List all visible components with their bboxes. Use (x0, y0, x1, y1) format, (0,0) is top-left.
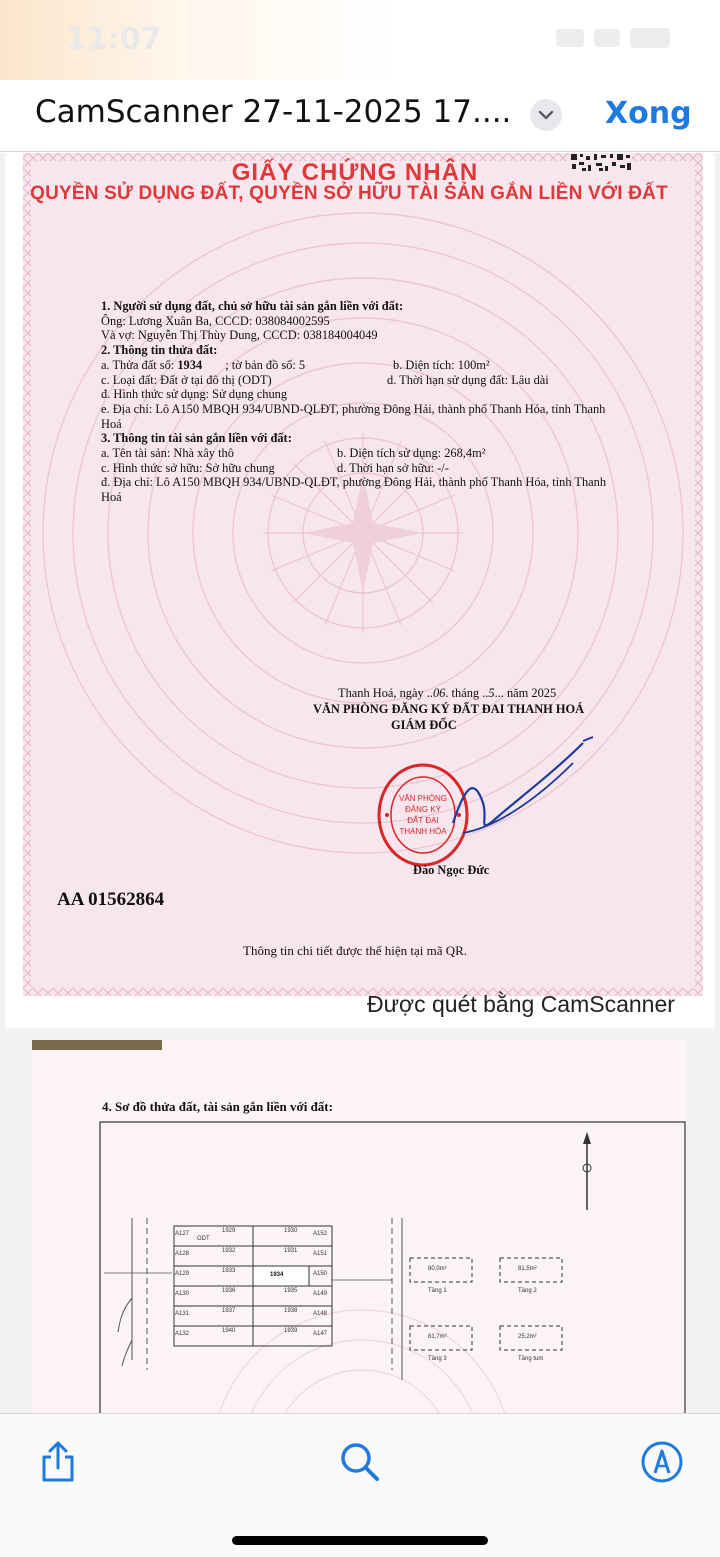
floor-area-4: 25,2m² (518, 1334, 537, 1340)
parcel-number: 1939 (284, 1328, 298, 1334)
parcel-address-line2: Hoá (101, 416, 122, 431)
certificate-title: GIẤY CHỨNG NHẬN (231, 159, 479, 186)
certificate-subtitle: QUYỀN SỬ DỤNG ĐẤT, QUYỀN SỞ HỮU TÀI SẢN GẮN LIỀN VỚI ĐẤT (30, 183, 668, 204)
share-button[interactable] (36, 1440, 80, 1484)
date-day: 06 (432, 686, 446, 700)
parcel-number: 1937 (222, 1308, 236, 1314)
document-viewer[interactable] (0, 153, 720, 1413)
lot-label-a132: A132 (175, 1331, 190, 1337)
page-1 (5, 153, 715, 1028)
issuing-office: VĂN PHÒNG ĐĂNG KÝ ĐẤT ĐAI THANH HOÁ (313, 702, 585, 716)
lot-label-a150: A150 (313, 1271, 328, 1277)
stamp-line-3: ĐẤT ĐAI (407, 816, 439, 825)
map-sheet: ; tờ bản đồ số: 5 (225, 357, 306, 372)
parcel-diagram-background (32, 1040, 687, 1413)
parcel-row (101, 358, 681, 373)
owner-2: Và vợ: Nguyễn Thị Thùy Dung, CCCD: 038184004049 (101, 328, 378, 343)
floor-label-2: Tầng 2 (518, 1288, 537, 1294)
parcel-number: 1930 (284, 1228, 298, 1234)
land-code: ODT (197, 1236, 210, 1242)
certificate-page (23, 153, 703, 996)
asset-name: a. Tên tài sản: Nhà xây thô (101, 446, 234, 461)
signature (433, 733, 593, 853)
parcel-number: 1931 (284, 1248, 298, 1254)
asset-address-line2: Hoá (101, 490, 122, 505)
stamp-line-4: THANH HÓA (399, 827, 447, 836)
title-menu-button[interactable] (530, 99, 562, 131)
share-icon (36, 1440, 80, 1484)
floor-label-4: Tầng tum (518, 1356, 544, 1362)
parcel-diagram-heading: 4. Sơ đồ thửa đất, tài sản gắn liền với đất: (102, 1099, 333, 1114)
lot-label-a128: A128 (175, 1251, 190, 1257)
date-month: 5 (488, 686, 495, 700)
chevron-down-icon (538, 109, 554, 121)
asset-row (101, 446, 681, 461)
qr-code (570, 153, 632, 173)
section3-heading: 3. Thông tin tài sản gắn liền với đất: (101, 431, 292, 446)
ownership-row (101, 461, 681, 476)
date-prefix: Thanh Hoá, ngày .. (338, 686, 433, 700)
asset-address-line1: đ. Địa chỉ: Lô A150 MBQH 934/UBND-QLĐT, phường Đông Hải, thành phố Thanh Hóa, tỉnh Thanh (101, 475, 607, 490)
lot-label-a152: A152 (313, 1231, 328, 1237)
certificate-background (23, 153, 703, 996)
search-button[interactable] (338, 1440, 382, 1484)
parcel-no-label: a. Thửa đất số: (101, 357, 175, 372)
home-indicator[interactable] (232, 1536, 488, 1545)
ownership-term: d. Thời hạn sở hữu: -/- (337, 460, 449, 475)
qr-note: Thông tin chi tiết được thể hiện tại mã QR. (243, 943, 468, 958)
floor-area-1: 80,0m² (428, 1266, 447, 1272)
nav-bar (0, 80, 720, 152)
floor-area-3: 81,7m² (428, 1334, 447, 1340)
date-mid: . tháng .. (445, 686, 489, 700)
parcel-number: 1932 (222, 1248, 236, 1254)
floor-label-3: Tầng 3 (428, 1356, 447, 1362)
parcel-number: 1929 (222, 1228, 236, 1234)
bottom-toolbar (0, 1413, 720, 1557)
certificate-body (101, 299, 681, 505)
lot-label-a130: A130 (175, 1291, 190, 1297)
battery-icon (630, 28, 670, 48)
lot-label-a148: A148 (313, 1311, 328, 1317)
date-suffix: ... năm 2025 (494, 686, 557, 700)
issue-date (338, 686, 556, 701)
lot-label-a127: A127 (175, 1231, 190, 1237)
lot-label-a147: A147 (313, 1331, 328, 1337)
parcel-address-line1: e. Địa chỉ: Lô A150 MBQH 934/UBND-QLĐT, phường Đông Hải, thành phố Thanh Hóa, tỉnh Thanh (101, 401, 606, 416)
done-button[interactable]: Xong (605, 96, 692, 131)
status-time: 11:07 (66, 22, 162, 57)
signal-icon (556, 29, 584, 47)
markup-icon (640, 1440, 684, 1484)
status-bar (0, 0, 720, 80)
search-icon (338, 1440, 382, 1484)
markup-button[interactable] (640, 1440, 684, 1484)
serial-number: AA 01562864 (57, 889, 165, 910)
stamp-line-1: VĂN PHÒNG (398, 794, 448, 803)
camscanner-watermark: Được quét bằng CamScanner (367, 991, 675, 1017)
lot-label-a149: A149 (313, 1291, 328, 1297)
status-icons (556, 28, 670, 48)
parcel-no: 1934 (177, 357, 203, 372)
usage-form: đ. Hình thức sử dụng: Sử dụng chung (101, 387, 288, 402)
parcel-number: 1936 (222, 1288, 236, 1294)
land-type: c. Loại đất: Đất ở tại đô thị (ODT) (101, 372, 272, 387)
floor-area: b. Diện tích sử dụng: 268,4m² (337, 446, 486, 461)
parcel-number: 1935 (284, 1288, 298, 1294)
floor-area-2: 81,5m² (518, 1266, 537, 1272)
lot-label-a151: A151 (313, 1251, 328, 1257)
parcel-number-highlight: 1934 (270, 1272, 284, 1278)
land-type-row (101, 373, 681, 388)
owner-1: Ông: Lương Xuân Ba, CCCD: 038084002595 (101, 313, 330, 328)
ownership-form: c. Hình thức sở hữu: Sở hữu chung (101, 460, 275, 475)
usage-term: d. Thời hạn sử dụng đất: Lâu dài (387, 372, 549, 387)
lot-label-a129: A129 (175, 1271, 190, 1277)
parcel-number: 1940 (222, 1328, 236, 1334)
parcel-area: b. Diện tích: 100m² (393, 357, 490, 372)
wifi-icon (594, 29, 620, 47)
section2-heading: 2. Thông tin thửa đất: (101, 343, 218, 358)
parcel-number: 1938 (284, 1308, 298, 1314)
director-title: GIÁM ĐỐC (391, 718, 457, 732)
lot-label-a131: A131 (175, 1311, 190, 1317)
signer-name: Đào Ngọc Đức (413, 863, 490, 877)
section1-heading: 1. Người sử dụng đất, chủ sở hữu tài sản gắn liền với đất: (101, 299, 404, 313)
page-2 (32, 1040, 687, 1413)
parcel-number: 1933 (222, 1268, 236, 1274)
stamp-line-2: ĐĂNG KÝ (404, 805, 442, 814)
document-title[interactable]: CamScanner 27-11-2025 17.... (35, 94, 512, 130)
floor-label-1: Tầng 1 (428, 1288, 447, 1294)
